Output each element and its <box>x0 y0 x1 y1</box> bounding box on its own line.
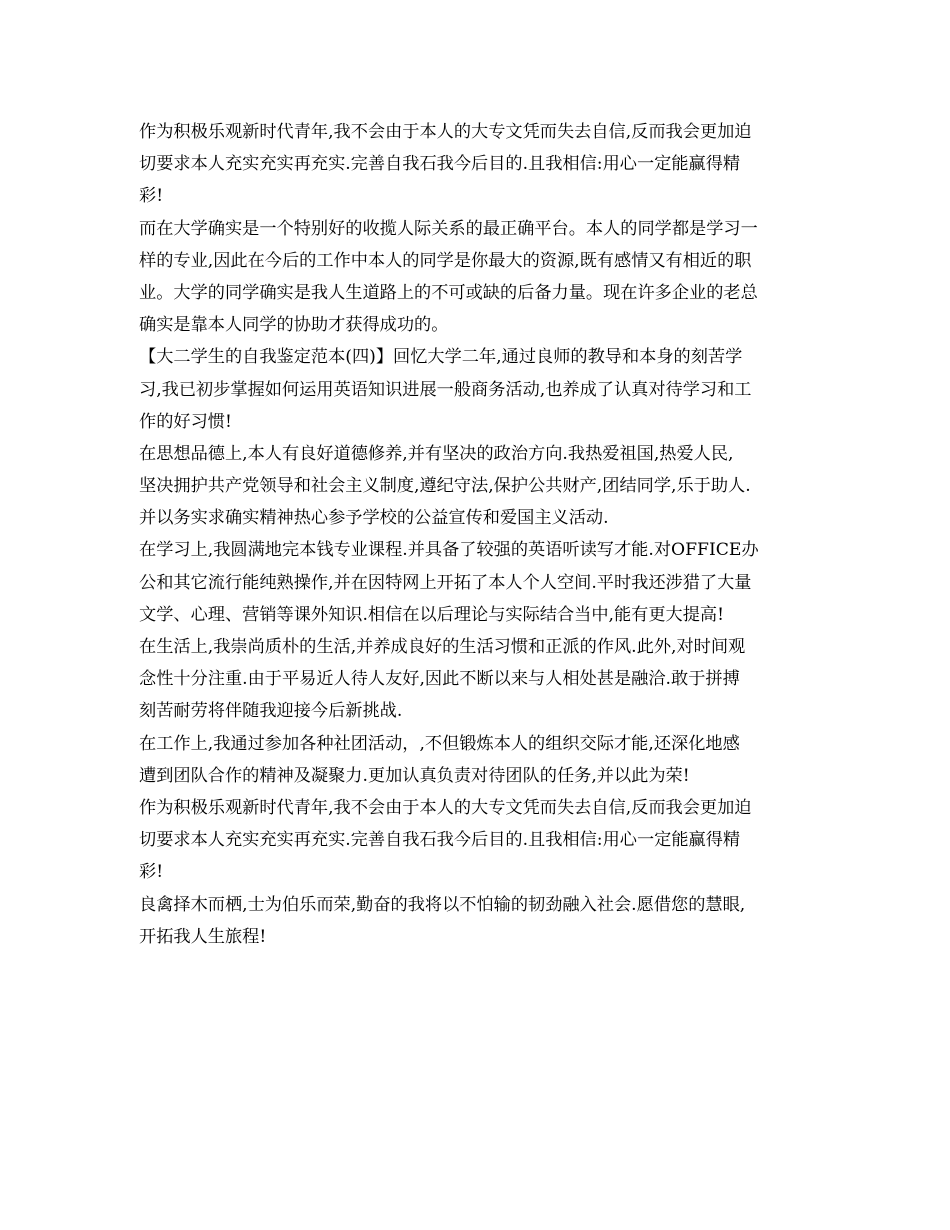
text-line-12: 坚决拥护共产党领导和社会主义制度,遵纪守法,保护公共财产,团结同学,乐于助人. <box>139 476 751 497</box>
text-line-9: 习,我已初步掌握如何运用英语知识进展一般商务活动,也养成了认真对待学习和工 <box>139 379 752 400</box>
text-line-16: 文学、心理、营销等课外知识.相信在以后理论与实际结合当中,能有更大提高! <box>139 604 725 625</box>
text-line-25: 良禽择木而栖,士为伯乐而荣,勤奋的我将以不怕输的韧劲融入社会.愿借您的慧眼, <box>139 894 746 915</box>
text-line-3: 彩! <box>139 186 164 207</box>
text-line-15: 公和其它流行能纯熟操作,并在因特网上开拓了本人个人空间.平时我还涉猎了大量 <box>139 572 752 593</box>
text-line-26: 开拓我人生旅程! <box>139 926 267 947</box>
text-line-23: 切要求本人充实充实再充实.完善自我石我今后目的.且我相信:用心一定能赢得精 <box>139 830 741 851</box>
text-line-13: 并以务实求确实精神热心参予学校的公益宣传和爱国主义活动. <box>139 508 609 529</box>
text-line-20: 在工作上,我通过参加各种社团活动，,不但锻炼本人的组织交际才能,还深化地感 <box>139 733 740 754</box>
text-line-5: 样的专业,因此在今后的工作中本人的同学是你最大的资源,既有感情又有相近的职 <box>139 250 752 271</box>
text-line-24: 彩! <box>139 862 164 883</box>
text-line-21: 遭到团队合作的精神及凝聚力.更加认真负责对待团队的任务,并以此为荣! <box>139 765 690 786</box>
text-line-22: 作为积极乐观新时代青年,我不会由于本人的大专文凭而失去自信,反而我会更加迫 <box>139 797 752 818</box>
text-line-8: 【大二学生的自我鉴定范本(四)】回忆大学二年,通过良师的教导和本身的刻苦学 <box>139 347 743 368</box>
text-line-19: 刻苦耐劳将伴随我迎接今后新挑战. <box>139 701 403 722</box>
text-line-1: 作为积极乐观新时代青年,我不会由于本人的大专文凭而失去自信,反而我会更加迫 <box>139 122 752 142</box>
text-line-14: 在学习上,我圆满地完本钱专业课程.并具备了较强的英语听读写才能.对OFFICE办 <box>139 540 759 561</box>
text-line-2: 切要求本人充实充实再充实.完善自我石我今后目的.且我相信:用心一定能赢得精 <box>139 154 741 175</box>
document-body <box>139 116 815 953</box>
text-line-4: 而在大学确实是一个特别好的收揽人际关系的最正确平台。本人的同学都是学习一 <box>139 218 758 239</box>
text-line-6: 业。大学的同学确实是我人生道路上的不可或缺的后备力量。现在许多企业的老总 <box>139 282 758 303</box>
text-line-7: 确实是靠本人同学的协助才获得成功的。 <box>139 315 449 336</box>
text-line-11: 在思想品德上,本人有良好道德修养,并有坚决的政治方向.我热爱祖国,热爱人民, <box>139 443 734 464</box>
text-line-18: 念性十分注重.由于平易近人待人友好,因此不断以来与人相处甚是融洽.敢于拼搏 <box>139 669 740 690</box>
text-line-10: 作的好习惯! <box>139 411 232 432</box>
text-line-17: 在生活上,我崇尚质朴的生活,并养成良好的生活习惯和正派的作风.此外,对时间观 <box>139 637 746 657</box>
